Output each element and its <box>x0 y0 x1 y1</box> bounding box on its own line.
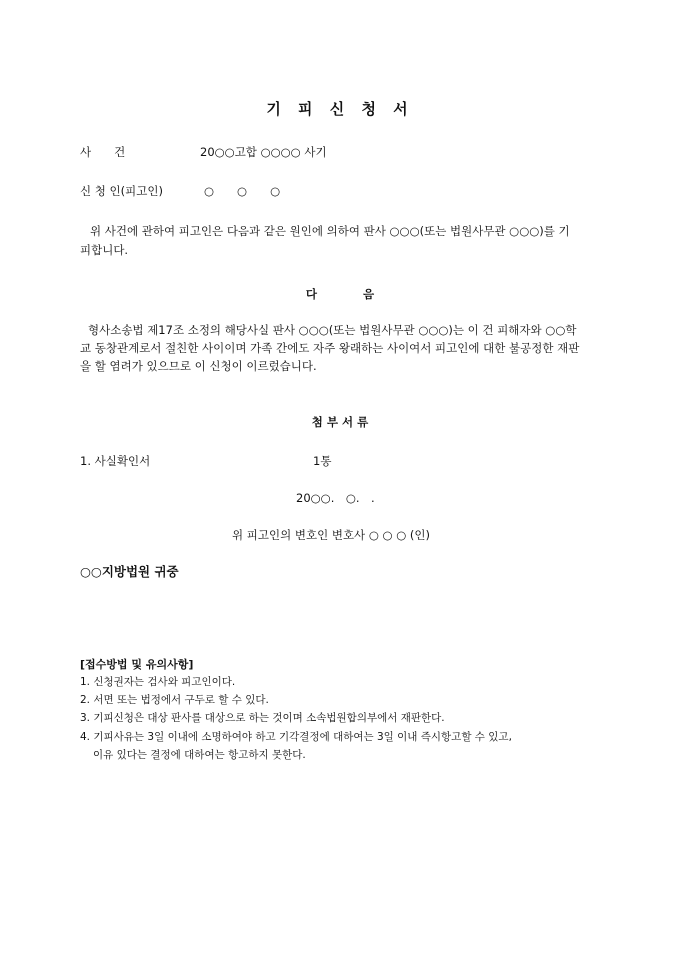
notice-item: 4. 기피사유는 3일 이내에 소명하여야 하고 기각결정에 대하여는 3일 이내 즉시항고할 수 있고, <box>80 731 512 743</box>
case-label: 사 건 <box>80 145 126 159</box>
attachments-heading: 첨 부 서 류 <box>311 415 369 429</box>
notice-title: [접수방법 및 유의사항] <box>80 658 194 671</box>
applicant-label: 신 청 인(피고인) <box>80 184 163 198</box>
attachment-item: 1. 사실확인서 <box>80 454 151 468</box>
notice-item-continuation: 이유 있다는 결정에 대하여는 항고하지 못한다. <box>93 749 306 761</box>
applicant-value: ○ ○ ○ <box>204 184 281 198</box>
intro-paragraph: 위 사건에 관하여 피고인은 다음과 같은 원인에 의하여 판사 ○○○(또는 법원사무관 ○○○)를 기피합니다. <box>80 224 570 257</box>
attachment-count: 1통 <box>313 454 332 468</box>
reason-heading: 다 음 <box>305 287 375 301</box>
reason-paragraph: 형사소송법 제17조 소정의 해당사실 판사 ○○○(또는 법원사무관 ○○○)는 이 건 피해자와 ○○학교 동창관계로서 절친한 사이이며 가족 간에도 자주 왕래하는 사이여서 피고인에 대한 불공정한 재판을 할 염려가 있으므로 이 신청이 이르렀습니다. <box>80 323 580 373</box>
notice-item: 1. 신청권자는 검사와 피고인이다. <box>80 676 236 688</box>
court-recipient: ○○지방법원 귀중 <box>80 564 179 579</box>
document-date: 20○○. ○. . <box>296 491 375 505</box>
notice-item: 3. 기피신청은 대상 판사를 대상으로 하는 것이며 소속법원합의부에서 재판한다. <box>80 712 445 724</box>
document-title: 기 피 신 청 서 <box>266 100 414 118</box>
case-value: 20○○고합 ○○○○ 사기 <box>200 145 327 159</box>
signature-line: 위 피고인의 변호인 변호사 ○ ○ ○ (인) <box>232 528 430 542</box>
notice-item: 2. 서면 또는 법정에서 구두로 할 수 있다. <box>80 694 269 706</box>
